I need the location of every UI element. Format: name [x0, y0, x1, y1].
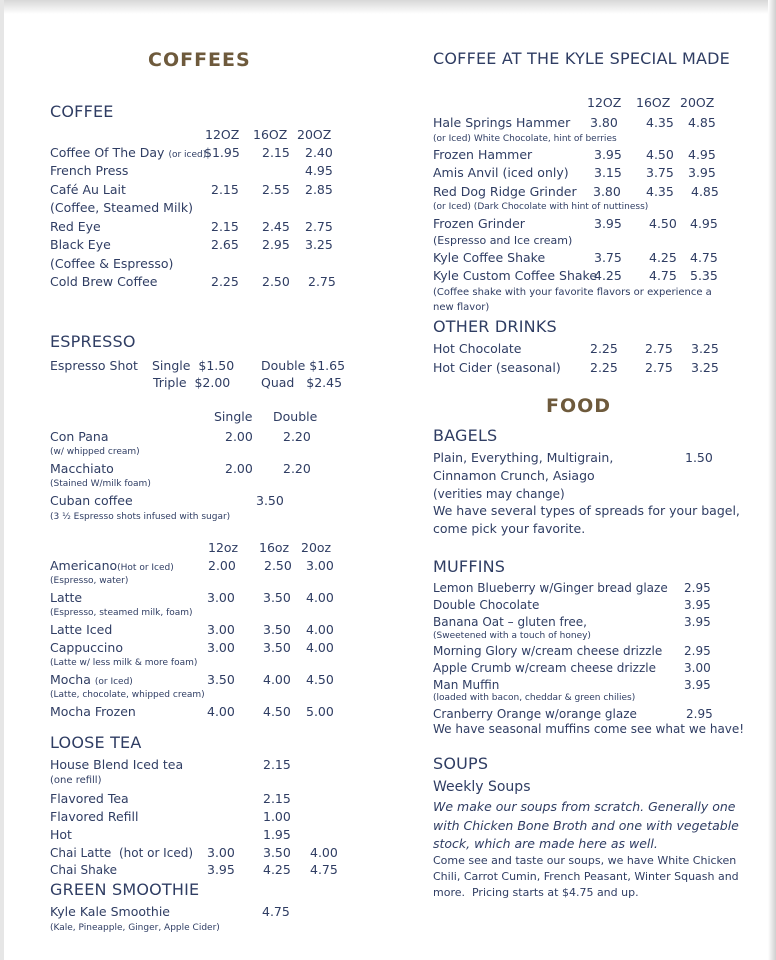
- price-12: 4.25: [594, 268, 622, 283]
- espresso-single-price: Single $1.50: [152, 358, 235, 373]
- item-name: Coffee Of The Day (or iced): [50, 145, 207, 160]
- price-16: 4.25: [649, 250, 677, 265]
- price-12: 3.95: [594, 147, 622, 162]
- page-right-shadow: [768, 0, 776, 960]
- item-name: Latte Iced: [50, 622, 113, 637]
- bagels-line-1: Plain, Everything, Multigrain,: [433, 450, 614, 465]
- loose-tea-header: LOOSE TEA: [50, 733, 142, 752]
- price-12: 3.75: [594, 250, 622, 265]
- soups-desc-2: Chili, Carrot Cumin, French Peasant, Winter Squash and: [433, 870, 739, 883]
- item-name: Apple Crumb w/cream cheese drizzle: [433, 661, 656, 675]
- price-16: 4.75: [649, 268, 677, 283]
- item-name: Frozen Grinder: [433, 216, 525, 231]
- price-16: 4.35: [646, 184, 674, 199]
- price-12: 3.00: [207, 845, 235, 860]
- item-name: Kyle Custom Coffee Shake: [433, 268, 598, 283]
- price-12: 3.80: [590, 115, 618, 130]
- item-name: Frozen Hammer: [433, 147, 533, 162]
- col-single: Single: [214, 409, 253, 424]
- item-description: (Coffee & Espresso): [50, 256, 174, 271]
- price: 2.15: [263, 757, 291, 772]
- item-name: Chai Latte (hot or Iced): [50, 846, 194, 860]
- price-12: 3.80: [593, 184, 621, 199]
- item-note: (w/ whipped cream): [50, 447, 140, 457]
- price-20: 4.00: [306, 590, 334, 605]
- price-16: 2.95: [262, 237, 290, 252]
- other-drinks-header: OTHER DRINKS: [433, 317, 557, 336]
- price-20: 2.75: [305, 219, 333, 234]
- price-12: 3.15: [594, 165, 622, 180]
- item-name: Red Eye: [50, 219, 101, 234]
- size-16oz-b: 16oz: [259, 540, 290, 555]
- price-16: 4.25: [263, 862, 291, 877]
- price-12: 3.50: [207, 672, 235, 687]
- special-header: COFFEE AT THE KYLE SPECIAL MADE: [433, 49, 730, 68]
- muffins-seasonal-note: We have seasonal muffins come see what we have!: [433, 722, 745, 736]
- size-12oz-c: 12OZ: [587, 95, 622, 110]
- price: 3.95: [684, 598, 711, 612]
- price-20: 4.00: [310, 845, 338, 860]
- price-16: 2.75: [645, 341, 673, 356]
- item-name: Con Pana: [50, 429, 109, 444]
- size-16oz: 16OZ: [253, 127, 288, 142]
- price-16: 4.35: [646, 115, 674, 130]
- price-16: 4.50: [649, 216, 677, 231]
- item-name: Black Eye: [50, 237, 111, 252]
- soups-desc-1: Come see and taste our soups, we have White Chicken: [433, 854, 737, 867]
- price-20: 3.25: [305, 237, 333, 252]
- item-name: Kyle Kale Smoothie: [50, 904, 170, 919]
- price-12: 2.00: [208, 558, 236, 573]
- item-note: (or Iced) (Dark Chocolate with hint of nuttiness): [433, 202, 649, 212]
- item-name: Morning Glory w/cream cheese drizzle: [433, 644, 663, 658]
- item-note: (loaded with bacon, cheddar & green chilies): [433, 693, 636, 703]
- price: 3.95: [684, 678, 711, 692]
- item-name: Macchiato: [50, 461, 114, 476]
- item-name: Hot Cider (seasonal): [433, 360, 561, 375]
- price-12: 2.25: [211, 274, 239, 289]
- soups-header: SOUPS: [433, 754, 489, 773]
- item-name: Hale Springs Hammer: [433, 115, 571, 130]
- page-left-edge: [0, 0, 4, 960]
- price: 2.95: [686, 707, 713, 721]
- price-20: 2.85: [305, 182, 333, 197]
- price-16: 2.15: [262, 145, 290, 160]
- page-top-shadow: [0, 0, 776, 14]
- item-note: (Stained W/milk foam): [50, 479, 151, 489]
- price-12: 3.95: [207, 862, 235, 877]
- bagels-line-3: (verities may change): [433, 487, 565, 501]
- price-double: 2.20: [283, 461, 311, 476]
- price-16: 2.55: [262, 182, 290, 197]
- item-note: (3 ½ Espresso shots infused with sugar): [50, 512, 231, 522]
- size-20oz-c: 20OZ: [680, 95, 715, 110]
- price-20: 4.75: [310, 862, 338, 877]
- price-12: 2.25: [590, 360, 618, 375]
- espresso-triple-price: Triple $2.00: [153, 375, 231, 390]
- item-name: Cappuccino: [50, 640, 123, 655]
- price-16: 3.75: [646, 165, 674, 180]
- item-name: Amis Anvil (iced only): [433, 165, 569, 180]
- item-name: Flavored Refill: [50, 809, 139, 824]
- item-name: House Blend Iced tea: [50, 757, 184, 772]
- coffees-title: COFFEES: [148, 49, 251, 71]
- col-double: Double: [273, 409, 318, 424]
- item-note: (Sweetened with a touch of honey): [433, 631, 591, 641]
- espresso-quad-price: Quad $2.45: [261, 375, 343, 390]
- item-name: French Press: [50, 163, 129, 178]
- food-title: FOOD: [546, 395, 612, 417]
- price-16: 2.75: [645, 360, 673, 375]
- price-20: 4.75: [690, 250, 718, 265]
- price: 2.95: [684, 644, 711, 658]
- item-name: Kyle Coffee Shake: [433, 250, 546, 265]
- bagels-line-2: Cinnamon Crunch, Asiago: [433, 468, 595, 483]
- price: 3.95: [684, 615, 711, 629]
- price-16: 4.50: [263, 704, 291, 719]
- item-name: Red Dog Ridge Grinder: [433, 184, 577, 199]
- item-name: Banana Oat – gluten free,: [433, 615, 587, 629]
- price-20: 2.40: [305, 145, 333, 160]
- price-20: 4.00: [306, 622, 334, 637]
- soups-italic-1: We make our soups from scratch. Generally one: [433, 799, 736, 814]
- price-20: 2.75: [308, 274, 336, 289]
- price: 2.95: [684, 581, 711, 595]
- price-20: 4.85: [691, 184, 719, 199]
- price-16: 3.50: [263, 640, 291, 655]
- price-20: 4.50: [306, 672, 334, 687]
- price: 2.15: [263, 791, 291, 806]
- item-note: (one refill): [50, 775, 102, 786]
- price-20: 4.00: [306, 640, 334, 655]
- price-12: 2.65: [211, 237, 239, 252]
- item-name: Lemon Blueberry w/Ginger bread glaze: [433, 581, 668, 595]
- price-12: 3.95: [594, 216, 622, 231]
- soups-desc-3: more. Pricing starts at $4.75 and up.: [433, 886, 639, 899]
- bagels-line-4: We have several types of spreads for your bagel,: [433, 503, 740, 518]
- item-note: (or Iced) White Chocolate, hint of berries: [433, 134, 617, 144]
- price-16: 3.50: [263, 845, 291, 860]
- item-description: (Espresso and Ice cream): [433, 234, 573, 247]
- bagels-line-5: come pick your favorite.: [433, 521, 586, 536]
- bagels-header: BAGELS: [433, 426, 498, 445]
- muffins-header: MUFFINS: [433, 557, 506, 576]
- price-20: 5.00: [306, 704, 334, 719]
- price-20: 4.95: [688, 147, 716, 162]
- item-description: (Coffee, Steamed Milk): [50, 200, 193, 215]
- item-name: Mocha (or Iced): [50, 672, 133, 687]
- item-note: (Kale, Pineapple, Ginger, Apple Cider): [50, 923, 220, 933]
- price-16: 2.50: [264, 558, 292, 573]
- item-note-2: new flavor): [433, 302, 490, 313]
- soups-weekly: Weekly Soups: [433, 779, 531, 795]
- price-12: 3.00: [207, 590, 235, 605]
- item-name: Hot Chocolate: [433, 341, 522, 356]
- item-note: (Coffee shake with your favorite flavors or experience a: [433, 287, 712, 298]
- coffee-header: COFFEE: [50, 102, 114, 121]
- size-16oz-c: 16OZ: [636, 95, 671, 110]
- green-smoothie-header: GREEN SMOOTHIE: [50, 880, 200, 899]
- espresso-shot-name: Espresso Shot: [50, 358, 138, 373]
- price: 3.50: [256, 493, 284, 508]
- price-single: 2.00: [225, 461, 253, 476]
- price-20: 4.95: [690, 216, 718, 231]
- item-name: Café Au Lait: [50, 182, 126, 197]
- price-20: 4.95: [305, 163, 333, 178]
- item-name: Hot: [50, 827, 72, 842]
- price-12: 2.25: [590, 341, 618, 356]
- soups-italic-3: stock, which are made here as well.: [433, 836, 658, 851]
- price-double: 2.20: [283, 429, 311, 444]
- price-20: 3.00: [306, 558, 334, 573]
- item-note: (Espresso, steamed milk, foam): [50, 608, 193, 618]
- item-name: Flavored Tea: [50, 791, 129, 806]
- size-20oz: 20OZ: [297, 127, 332, 142]
- price-16: 4.00: [263, 672, 291, 687]
- espresso-header: ESPRESSO: [50, 332, 136, 351]
- item-name: Man Muffin: [433, 678, 500, 692]
- size-20oz-b: 20oz: [301, 540, 332, 555]
- price-12: 2.15: [211, 182, 239, 197]
- price-12: 3.00: [207, 640, 235, 655]
- price-12: 3.00: [207, 622, 235, 637]
- item-name: Chai Shake: [50, 863, 117, 877]
- price-16: 2.50: [262, 274, 290, 289]
- bagels-price: 1.50: [685, 450, 713, 465]
- size-12oz-b: 12oz: [208, 540, 239, 555]
- price-20: 3.25: [691, 360, 719, 375]
- soups-italic-2: with Chicken Bone Broth and one with vegetable: [433, 818, 739, 833]
- price-16: 2.45: [262, 219, 290, 234]
- item-note: (Latte, chocolate, whipped cream): [50, 690, 205, 700]
- item-name: Latte: [50, 590, 83, 605]
- price: 1.95: [263, 827, 291, 842]
- item-note: (Latte w/ less milk & more foam): [50, 658, 198, 668]
- price: 1.00: [263, 809, 291, 824]
- item-name: Americano(Hot or Iced): [50, 558, 174, 573]
- item-note: (Espresso, water): [50, 576, 129, 586]
- price-20: 3.95: [688, 165, 716, 180]
- price-16: 3.50: [263, 590, 291, 605]
- espresso-double-price: Double $1.65: [261, 358, 346, 373]
- price-16: 3.50: [263, 622, 291, 637]
- price-single: 2.00: [225, 429, 253, 444]
- size-12oz: 12OZ: [205, 127, 240, 142]
- price-12: 2.15: [211, 219, 239, 234]
- price: 4.75: [262, 904, 290, 919]
- item-name: Cranberry Orange w/orange glaze: [433, 707, 637, 721]
- item-name: Cuban coffee: [50, 493, 133, 508]
- price-20: 5.35: [690, 268, 718, 283]
- item-name: Mocha Frozen: [50, 704, 136, 719]
- price-20: 4.85: [688, 115, 716, 130]
- price-12: 4.00: [207, 704, 235, 719]
- price-16: 4.50: [646, 147, 674, 162]
- item-name: Double Chocolate: [433, 598, 540, 612]
- price-12: $1.95: [204, 145, 240, 160]
- price: 3.00: [684, 661, 711, 675]
- item-name: Cold Brew Coffee: [50, 274, 158, 289]
- price-20: 3.25: [691, 341, 719, 356]
